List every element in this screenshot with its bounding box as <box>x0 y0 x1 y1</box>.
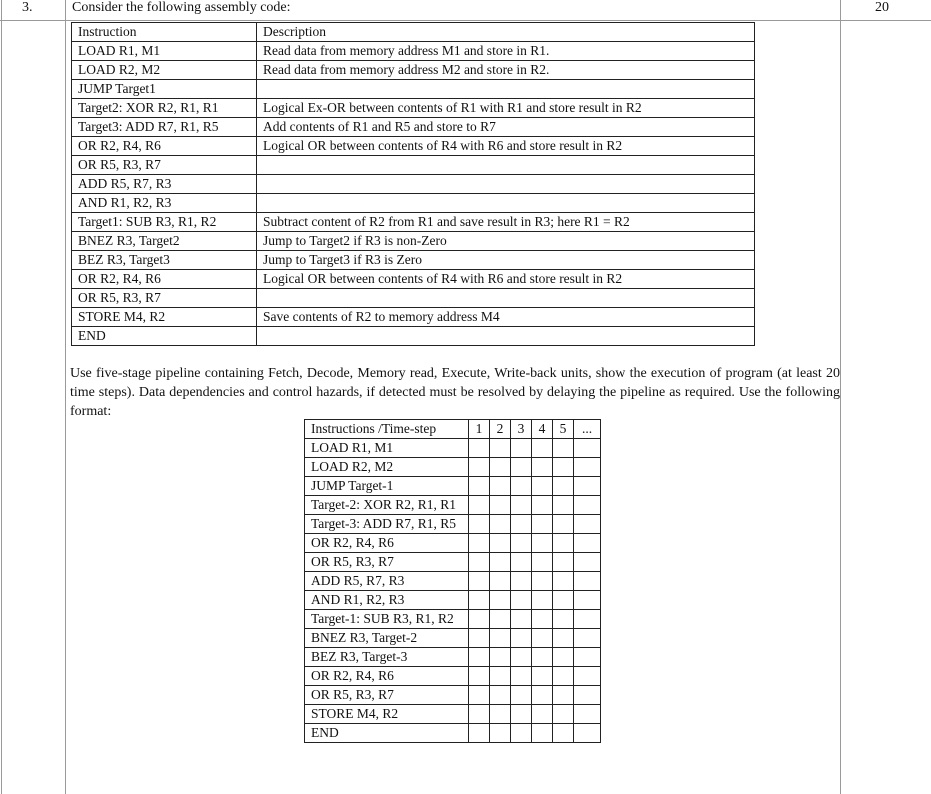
pipeline-row <box>305 648 601 667</box>
pipeline-step-cell[interactable] <box>511 686 532 705</box>
pipeline-step-cell[interactable] <box>511 629 532 648</box>
code-table-row <box>72 251 755 270</box>
pipeline-step-cell[interactable] <box>574 686 601 705</box>
code-table-row <box>72 308 755 327</box>
pipeline-step-cell[interactable] <box>511 667 532 686</box>
pipeline-step-cell[interactable] <box>553 458 574 477</box>
marks-column-line <box>840 0 841 794</box>
time-step-header: 4 <box>532 420 553 439</box>
pipeline-step-cell[interactable] <box>532 667 553 686</box>
pipeline-step-cell[interactable] <box>469 439 490 458</box>
pipeline-step-cell[interactable] <box>574 534 601 553</box>
pipeline-instruction-cell: OR R2, R4, R6 <box>305 667 469 686</box>
pipeline-step-cell[interactable] <box>490 477 511 496</box>
instruction-cell: Target2: XOR R2, R1, R1 <box>72 99 257 118</box>
code-table-row <box>72 61 755 80</box>
description-cell: Read data from memory address M2 and store in R2. <box>257 61 755 80</box>
instruction-cell: JUMP Target1 <box>72 80 257 99</box>
description-cell <box>257 175 755 194</box>
pipeline-row <box>305 724 601 743</box>
pipeline-step-cell[interactable] <box>490 496 511 515</box>
pipeline-step-cell[interactable] <box>553 572 574 591</box>
description-cell: Read data from memory address M1 and store in R1. <box>257 42 755 61</box>
description-cell <box>257 327 755 346</box>
time-step-header: 1 <box>469 420 490 439</box>
pipeline-row <box>305 629 601 648</box>
pipeline-step-cell[interactable] <box>553 515 574 534</box>
pipeline-instruction-cell: AND R1, R2, R3 <box>305 591 469 610</box>
pipeline-step-cell[interactable] <box>574 667 601 686</box>
code-table-row <box>72 213 755 232</box>
instruction-cell: LOAD R2, M2 <box>72 61 257 80</box>
code-table-row <box>72 80 755 99</box>
pipeline-row <box>305 515 601 534</box>
description-cell: Subtract content of R2 from R1 and save result in R3; here R1 = R2 <box>257 213 755 232</box>
question-number: 3. <box>22 0 33 15</box>
description-cell <box>257 156 755 175</box>
description-cell: Jump to Target3 if R3 is Zero <box>257 251 755 270</box>
pipeline-step-cell[interactable] <box>490 724 511 743</box>
description-cell: Logical OR between contents of R4 with R6 and store result in R2 <box>257 137 755 156</box>
pipeline-step-cell[interactable] <box>469 705 490 724</box>
time-step-header: ... <box>574 420 601 439</box>
code-table-row <box>72 42 755 61</box>
pipeline-row <box>305 553 601 572</box>
code-table-row <box>72 232 755 251</box>
pipeline-instruction-cell: OR R5, R3, R7 <box>305 553 469 572</box>
header-row-line <box>0 20 931 21</box>
pipeline-instruction-cell: BNEZ R3, Target-2 <box>305 629 469 648</box>
pipeline-step-cell[interactable] <box>532 515 553 534</box>
pipeline-instruction-cell: Target-1: SUB R3, R1, R2 <box>305 610 469 629</box>
pipeline-step-cell[interactable] <box>574 515 601 534</box>
pipeline-row <box>305 477 601 496</box>
pipeline-step-cell[interactable] <box>469 458 490 477</box>
pipeline-step-cell[interactable] <box>490 439 511 458</box>
code-table-row <box>72 137 755 156</box>
pipeline-step-cell[interactable] <box>511 724 532 743</box>
pipeline-step-cell[interactable] <box>532 591 553 610</box>
code-table-row <box>72 194 755 213</box>
pipeline-step-cell[interactable] <box>490 629 511 648</box>
pipeline-step-cell[interactable] <box>490 572 511 591</box>
description-cell: Logical Ex-OR between contents of R1 with R1 and store result in R2 <box>257 99 755 118</box>
pipeline-step-cell[interactable] <box>469 477 490 496</box>
description-cell <box>257 80 755 99</box>
pipeline-step-cell[interactable] <box>511 705 532 724</box>
pipeline-step-cell[interactable] <box>574 477 601 496</box>
pipeline-row <box>305 572 601 591</box>
instruction-cell: OR R5, R3, R7 <box>72 289 257 308</box>
pipeline-row <box>305 705 601 724</box>
code-table-row <box>72 156 755 175</box>
pipeline-step-cell[interactable] <box>532 458 553 477</box>
pipeline-step-cell[interactable] <box>511 553 532 572</box>
instruction-cell: Target3: ADD R7, R1, R5 <box>72 118 257 137</box>
pipeline-instruction-cell: LOAD R2, M2 <box>305 458 469 477</box>
pipeline-instruction-cell: ADD R5, R7, R3 <box>305 572 469 591</box>
instruction-cell: END <box>72 327 257 346</box>
description-cell: Logical OR between contents of R4 with R6 and store result in R2 <box>257 270 755 289</box>
code-table-row <box>72 270 755 289</box>
pipeline-instruction-cell: Target-3: ADD R7, R1, R5 <box>305 515 469 534</box>
instruction-cell: OR R2, R4, R6 <box>72 270 257 289</box>
pipeline-step-cell[interactable] <box>490 515 511 534</box>
pipeline-step-cell[interactable] <box>469 686 490 705</box>
pipeline-step-cell[interactable] <box>490 667 511 686</box>
pipeline-step-cell[interactable] <box>511 591 532 610</box>
instruction-cell: AND R1, R2, R3 <box>72 194 257 213</box>
pipeline-row <box>305 439 601 458</box>
pipeline-step-cell[interactable] <box>469 496 490 515</box>
assembly-code-table <box>71 22 755 346</box>
pipeline-row <box>305 458 601 477</box>
pipeline-step-cell[interactable] <box>574 610 601 629</box>
instruction-cell: ADD R5, R7, R3 <box>72 175 257 194</box>
pipeline-step-cell[interactable] <box>553 686 574 705</box>
pipeline-step-cell[interactable] <box>490 534 511 553</box>
pipeline-header-row <box>305 420 601 439</box>
time-step-header: 5 <box>553 420 574 439</box>
pipeline-step-cell[interactable] <box>532 610 553 629</box>
pipeline-row <box>305 686 601 705</box>
pipeline-step-cell[interactable] <box>553 629 574 648</box>
pipeline-step-cell[interactable] <box>469 724 490 743</box>
pipeline-step-cell[interactable] <box>532 439 553 458</box>
description-header: Description <box>257 23 755 42</box>
instruction-cell: LOAD R1, M1 <box>72 42 257 61</box>
pipeline-step-cell[interactable] <box>469 629 490 648</box>
description-cell <box>257 194 755 213</box>
pipeline-step-cell[interactable] <box>511 477 532 496</box>
description-cell: Save contents of R2 to memory address M4 <box>257 308 755 327</box>
pipeline-step-cell[interactable] <box>532 572 553 591</box>
instruction-cell: STORE M4, R2 <box>72 308 257 327</box>
code-table-row <box>72 118 755 137</box>
instruction-header: Instruction <box>72 23 257 42</box>
pipeline-step-cell[interactable] <box>469 667 490 686</box>
description-cell <box>257 289 755 308</box>
instructions-paragraph: Use five-stage pipeline containing Fetch, Decode, Memory read, Execute, Write-back units, show the execution of program (at least 20 time steps). Data dependencies and control hazards, if detected must be resolved by delaying the pipeline as required. Use the following format: <box>70 366 840 419</box>
pipeline-step-cell[interactable] <box>553 610 574 629</box>
pipeline-step-cell[interactable] <box>553 439 574 458</box>
pipeline-step-cell[interactable] <box>574 458 601 477</box>
pipeline-step-cell[interactable] <box>469 572 490 591</box>
instruction-cell: BEZ R3, Target3 <box>72 251 257 270</box>
time-step-header: 3 <box>511 420 532 439</box>
pipeline-step-cell[interactable] <box>532 629 553 648</box>
pipeline-step-cell[interactable] <box>511 439 532 458</box>
code-table-row <box>72 327 755 346</box>
pipeline-header-label: Instructions /Time-step <box>305 420 469 439</box>
pipeline-row <box>305 667 601 686</box>
pipeline-step-cell[interactable] <box>574 648 601 667</box>
pipeline-step-cell[interactable] <box>532 553 553 572</box>
pipeline-step-cell[interactable] <box>532 534 553 553</box>
code-table-row <box>72 99 755 118</box>
pipeline-step-cell[interactable] <box>553 553 574 572</box>
pipeline-step-cell[interactable] <box>553 591 574 610</box>
pipeline-step-cell[interactable] <box>490 686 511 705</box>
code-table-row <box>72 289 755 308</box>
pipeline-instruction-cell: END <box>305 724 469 743</box>
pipeline-step-cell[interactable] <box>490 458 511 477</box>
pipeline-instruction-cell: BEZ R3, Target-3 <box>305 648 469 667</box>
pipeline-step-cell[interactable] <box>532 477 553 496</box>
pipeline-step-cell[interactable] <box>469 591 490 610</box>
number-column-line <box>65 0 66 794</box>
pipeline-row <box>305 591 601 610</box>
pipeline-step-cell[interactable] <box>574 705 601 724</box>
pipeline-instruction-cell: Target-2: XOR R2, R1, R1 <box>305 496 469 515</box>
pipeline-row <box>305 534 601 553</box>
left-border-line <box>1 0 2 794</box>
pipeline-row <box>305 496 601 515</box>
question-marks: 20 <box>875 0 889 15</box>
pipeline-step-cell[interactable] <box>532 724 553 743</box>
pipeline-step-cell[interactable] <box>574 591 601 610</box>
pipeline-step-cell[interactable] <box>553 477 574 496</box>
pipeline-step-cell[interactable] <box>490 648 511 667</box>
pipeline-instruction-cell: STORE M4, R2 <box>305 705 469 724</box>
pipeline-step-cell[interactable] <box>574 572 601 591</box>
pipeline-step-cell[interactable] <box>490 610 511 629</box>
pipeline-step-cell[interactable] <box>511 515 532 534</box>
pipeline-step-cell[interactable] <box>469 515 490 534</box>
pipeline-step-cell[interactable] <box>511 572 532 591</box>
question-intro: Consider the following assembly code: <box>72 0 291 15</box>
pipeline-step-cell[interactable] <box>469 610 490 629</box>
pipeline-instruction-cell: OR R5, R3, R7 <box>305 686 469 705</box>
pipeline-step-cell[interactable] <box>532 705 553 724</box>
description-cell: Add contents of R1 and R5 and store to R7 <box>257 118 755 137</box>
pipeline-instruction-cell: JUMP Target-1 <box>305 477 469 496</box>
pipeline-step-cell[interactable] <box>574 724 601 743</box>
instruction-cell: BNEZ R3, Target2 <box>72 232 257 251</box>
pipeline-step-cell[interactable] <box>511 458 532 477</box>
pipeline-step-cell[interactable] <box>574 553 601 572</box>
pipeline-instruction-cell: OR R2, R4, R6 <box>305 534 469 553</box>
pipeline-row <box>305 610 601 629</box>
pipeline-table <box>304 419 601 743</box>
pipeline-step-cell[interactable] <box>574 496 601 515</box>
pipeline-step-cell[interactable] <box>553 534 574 553</box>
pipeline-step-cell[interactable] <box>469 553 490 572</box>
time-step-header: 2 <box>490 420 511 439</box>
pipeline-step-cell[interactable] <box>469 648 490 667</box>
pipeline-step-cell[interactable] <box>490 553 511 572</box>
pipeline-step-cell[interactable] <box>553 705 574 724</box>
pipeline-step-cell[interactable] <box>574 439 601 458</box>
instruction-cell: OR R2, R4, R6 <box>72 137 257 156</box>
pipeline-step-cell[interactable] <box>490 591 511 610</box>
pipeline-step-cell[interactable] <box>511 610 532 629</box>
pipeline-step-cell[interactable] <box>553 496 574 515</box>
pipeline-step-cell[interactable] <box>490 705 511 724</box>
pipeline-step-cell[interactable] <box>553 724 574 743</box>
pipeline-step-cell[interactable] <box>469 534 490 553</box>
description-cell: Jump to Target2 if R3 is non-Zero <box>257 232 755 251</box>
pipeline-step-cell[interactable] <box>532 496 553 515</box>
code-table-header-row <box>72 23 755 42</box>
pipeline-step-cell[interactable] <box>511 534 532 553</box>
pipeline-step-cell[interactable] <box>532 648 553 667</box>
pipeline-step-cell[interactable] <box>511 648 532 667</box>
pipeline-step-cell[interactable] <box>532 686 553 705</box>
pipeline-step-cell[interactable] <box>553 648 574 667</box>
instruction-cell: Target1: SUB R3, R1, R2 <box>72 213 257 232</box>
pipeline-step-cell[interactable] <box>553 667 574 686</box>
pipeline-instruction-cell: LOAD R1, M1 <box>305 439 469 458</box>
code-table-row <box>72 175 755 194</box>
pipeline-step-cell[interactable] <box>574 629 601 648</box>
instruction-cell: OR R5, R3, R7 <box>72 156 257 175</box>
pipeline-step-cell[interactable] <box>511 496 532 515</box>
